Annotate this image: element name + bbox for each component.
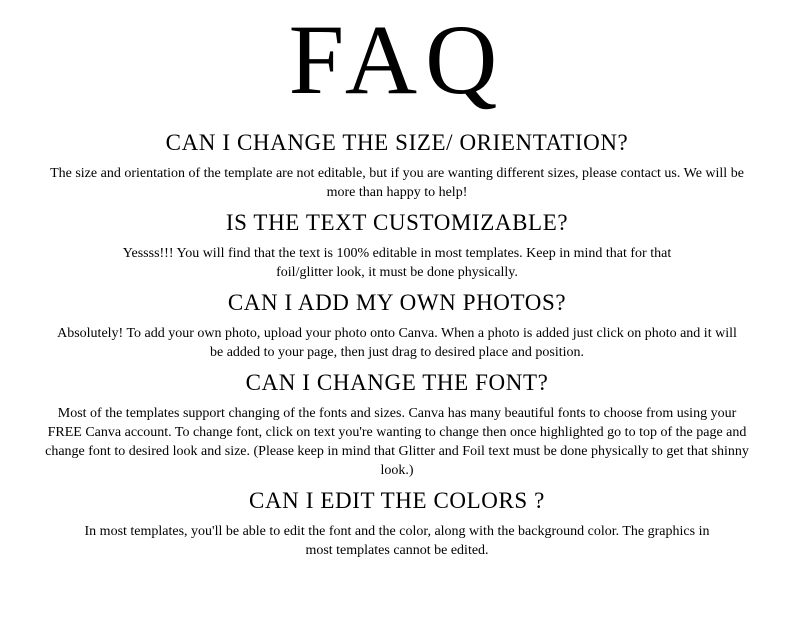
faq-question: CAN I ADD MY OWN PHOTOS? (227, 290, 567, 315)
faq-question: CAN I CHANGE THE FONT? (245, 370, 549, 395)
faq-answer: In most templates, you'll be able to edit the font and the color, along with the background color. The graphics in most templates cannot be edited. (84, 524, 710, 558)
page-title: FAQ (288, 4, 506, 115)
faq-item-text-customizable (40, 202, 754, 282)
faq-answer: The size and orientation of the template are not editable, but if you are wanting different sizes, please contact us. We will be more than happy to help! (50, 166, 744, 200)
faq-answer: Absolutely! To add your own photo, upload your photo onto Canva. When a photo is added just click on photo and it will be added to your page, then just drag to desired place and position. (57, 326, 737, 360)
faq-list (40, 122, 754, 560)
faq-question: CAN I EDIT THE COLORS ? (249, 488, 545, 513)
faq-item-change-font (40, 362, 754, 480)
faq-answer: Yessss!!! You will find that the text is 100% editable in most templates. Keep in mind that for that foil/glitter look, it must be done physically. (122, 246, 672, 280)
faq-item-size-orientation (40, 122, 754, 202)
faq-item-edit-colors (40, 480, 754, 560)
faq-question: IS THE TEXT CUSTOMIZABLE? (225, 210, 569, 235)
faq-answer: Most of the templates support changing of the fonts and sizes. Canva has many beautiful fonts to choose from using your FREE Canva account. To change font, click on text you're wanting to change then once highlighted go to top of the page and change font to desired look and size. (Please keep in mind that Glitter and Foil text must be done physically to get that shinny look.) (45, 406, 749, 478)
faq-question: CAN I CHANGE THE SIZE/ ORIENTATION? (165, 130, 629, 155)
faq-item-add-photos (40, 282, 754, 362)
